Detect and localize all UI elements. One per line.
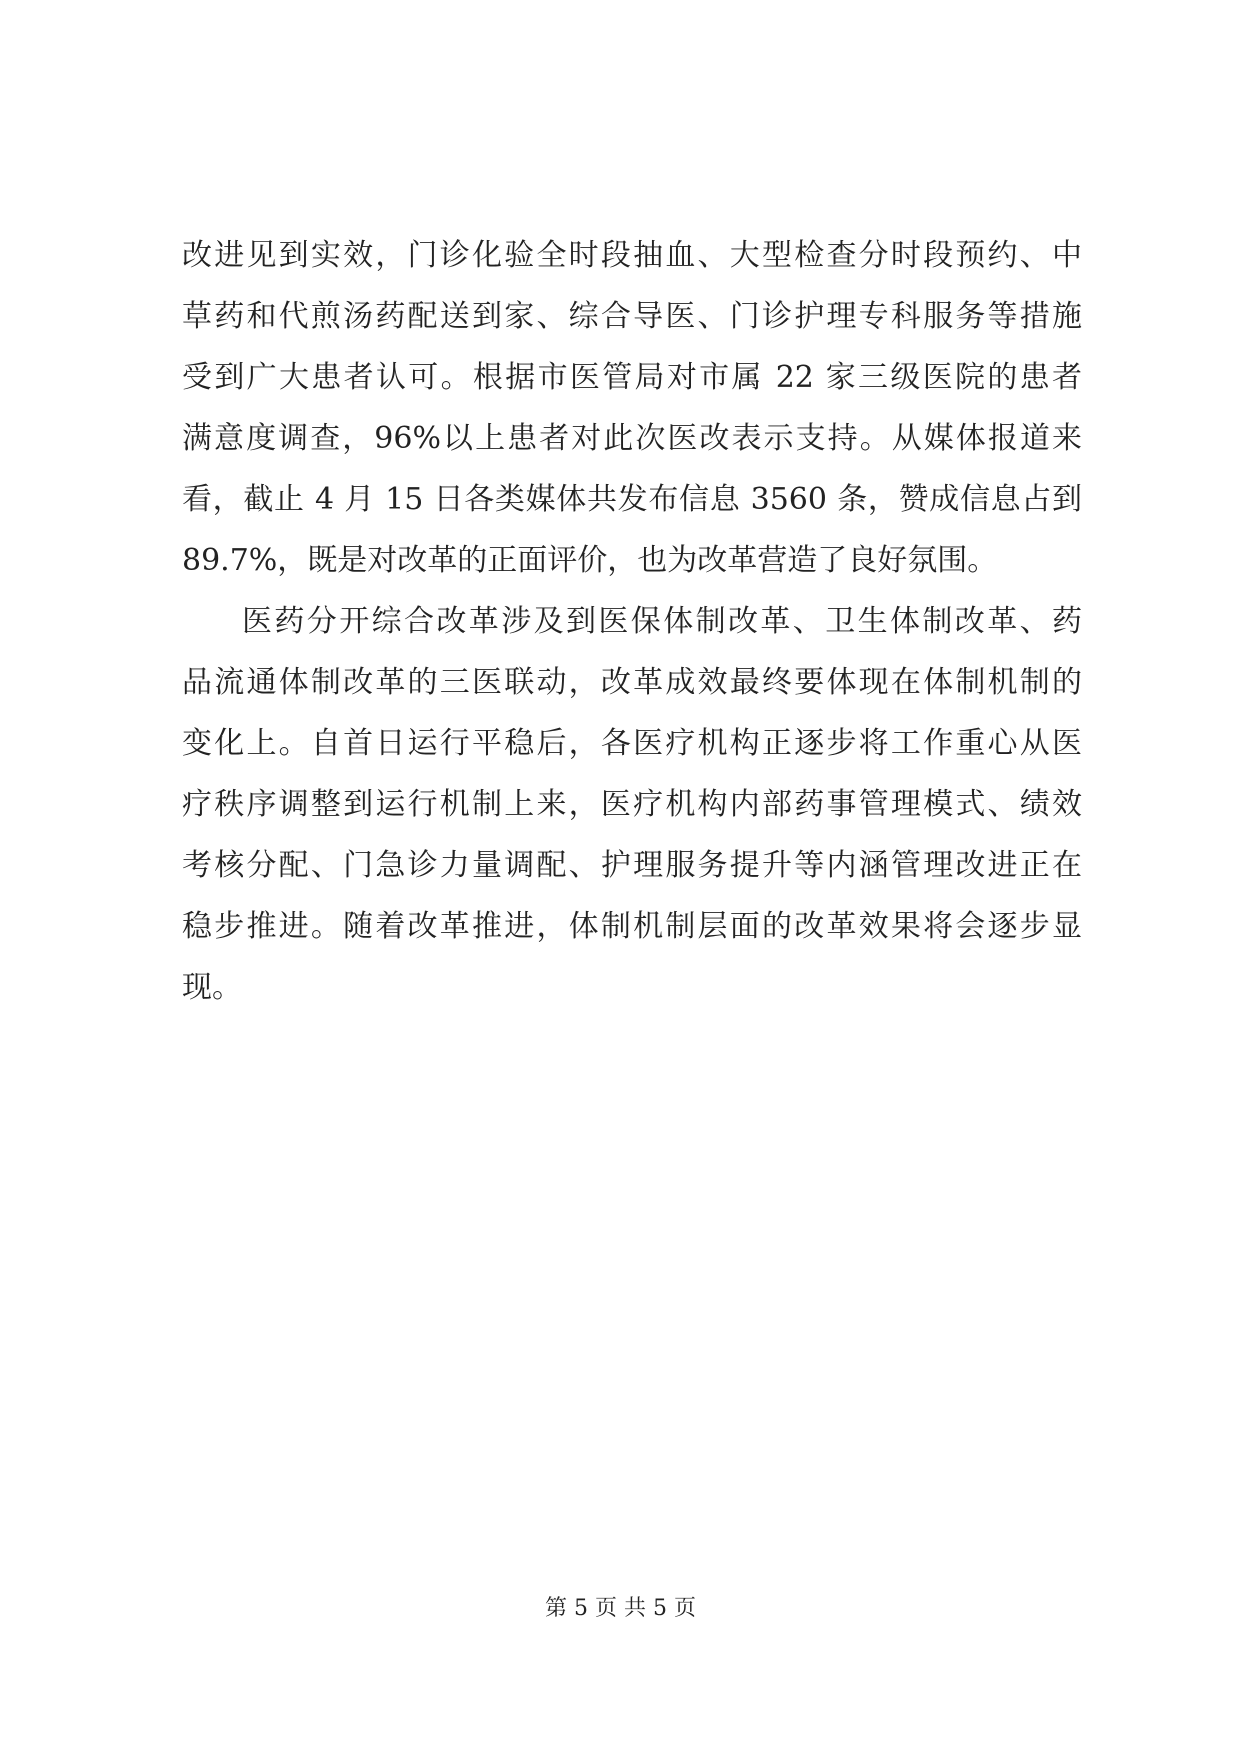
text-line: 稳步推进。随着改革推进，体制机制层面的改革效果将会逐步显	[182, 909, 1082, 944]
text-line: 品流通体制改革的三医联动，改革成效最终要体现在体制机制的	[182, 665, 1082, 700]
paragraph-2	[182, 591, 1082, 1018]
text-line: 看，截止 4 月 15 日各类媒体共发布信息 3560 条，赞成信息占到	[182, 482, 1082, 517]
paragraph-1	[182, 225, 1082, 591]
text-line: 现。	[182, 970, 242, 1005]
text-line: 受到广大患者认可。根据市医管局对市属 22 家三级医院的患者	[182, 360, 1082, 395]
text-line: 改进见到实效，门诊化验全时段抽血、大型检查分时段预约、中	[182, 238, 1082, 273]
page-number-footer: 第 5 页 共 5 页	[545, 1596, 696, 1621]
text-line: 考核分配、门急诊力量调配、护理服务提升等内涵管理改进正在	[182, 848, 1082, 883]
text-line: 疗秩序调整到运行机制上来，医疗机构内部药事管理模式、绩效	[182, 787, 1082, 822]
text-line: 医药分开综合改革涉及到医保体制改革、卫生体制改革、药	[242, 604, 1082, 639]
text-line: 草药和代煎汤药配送到家、综合导医、门诊护理专科服务等措施	[182, 299, 1082, 334]
text-line: 89.7%，既是对改革的正面评价，也为改革营造了良好氛围。	[182, 543, 998, 578]
document-body	[182, 225, 1082, 1018]
text-line: 变化上。自首日运行平稳后，各医疗机构正逐步将工作重心从医	[182, 726, 1082, 761]
text-line: 满意度调查，96%以上患者对此次医改表示支持。从媒体报道来	[182, 421, 1082, 456]
